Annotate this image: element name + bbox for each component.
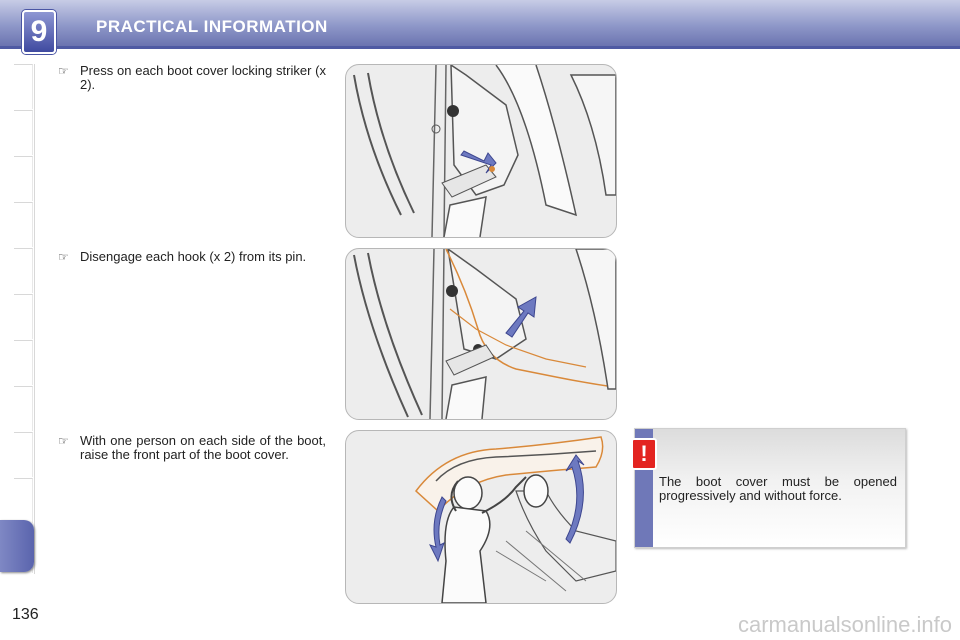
warning-box — [634, 428, 906, 548]
pointing-hand-icon: ☞ — [58, 250, 69, 264]
instruction-step-1 — [58, 64, 326, 92]
header-underline — [0, 46, 960, 49]
page-number: 136 — [12, 606, 39, 623]
illustration-locking-striker — [345, 64, 617, 238]
chapter-tab[interactable] — [14, 64, 33, 109]
instruction-text: Disengage each hook (x 2) from its pin. — [80, 249, 307, 264]
chapter-tab[interactable] — [14, 478, 33, 523]
warning-text: The boot cover must be opened progressively and without force. — [659, 474, 897, 503]
instruction-text: Press on each boot cover locking striker (x 2). — [80, 63, 326, 92]
instruction-step-3 — [58, 434, 326, 462]
chapter-tabs — [0, 64, 35, 574]
chapter-tab[interactable] — [14, 340, 33, 385]
chapter-badge: 9 — [22, 10, 56, 54]
chapter-tab-active[interactable] — [0, 520, 34, 572]
warning-exclamation-icon: ! — [631, 438, 657, 470]
pointing-hand-icon: ☞ — [58, 64, 69, 78]
chapter-tab[interactable] — [14, 202, 33, 247]
illustration-hook-pin — [345, 248, 617, 420]
chapter-tab[interactable] — [14, 294, 33, 339]
pointing-hand-icon: ☞ — [58, 434, 69, 448]
chapter-tab[interactable] — [14, 248, 33, 293]
instruction-text: With one person on each side of the boot, raise the front part of the boot cover. — [80, 433, 326, 462]
chapter-tab[interactable] — [14, 156, 33, 201]
illustration-raise-cover — [345, 430, 617, 604]
instruction-step-2 — [58, 250, 326, 264]
watermark: carmanualsonline.info — [737, 612, 952, 637]
chapter-tab[interactable] — [14, 386, 33, 431]
chapter-tab[interactable] — [14, 110, 33, 155]
section-title: PRACTICAL INFORMATION — [96, 17, 328, 36]
chapter-tab[interactable] — [14, 432, 33, 477]
